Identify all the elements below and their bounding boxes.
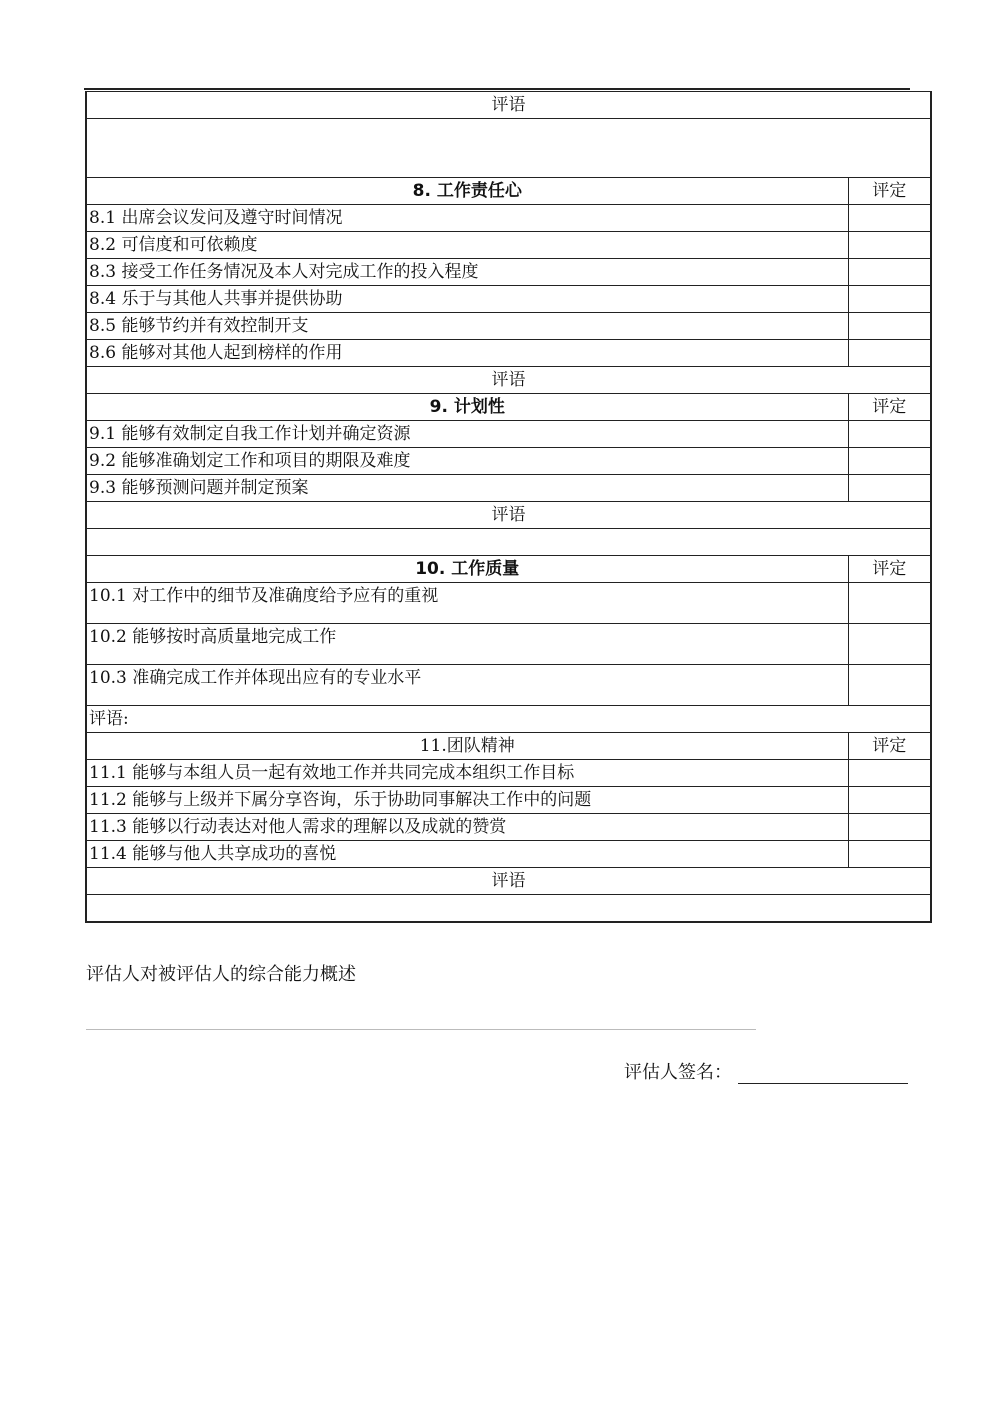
table-row	[86, 475, 931, 502]
table-row	[86, 760, 931, 787]
section-8-comment-row	[86, 367, 931, 394]
comment-header-row	[86, 92, 931, 119]
rating-label: 评定	[848, 733, 931, 760]
item-8-6: 8.6 能够对其他人起到榜样的作用	[86, 340, 848, 367]
rating-cell[interactable]	[848, 760, 931, 787]
signature-block	[624, 1058, 908, 1084]
item-8-2: 8.2 可信度和可依赖度	[86, 232, 848, 259]
summary-title: 评估人对被评估人的综合能力概述	[86, 964, 356, 985]
item-11-2: 11.2 能够与上级并下属分享咨询，乐于协助同事解决工作中的问题	[86, 787, 848, 814]
item-11-1: 11.1 能够与本组人员一起有效地工作并共同完成本组织工作目标	[86, 760, 848, 787]
item-9-3: 9.3 能够预测问题并制定预案	[86, 475, 848, 502]
section-9-comment-blank	[86, 529, 931, 556]
table-row	[86, 232, 931, 259]
rating-cell[interactable]	[848, 583, 931, 624]
table-row	[86, 624, 931, 665]
table-row	[86, 448, 931, 475]
item-10-2: 10.2 能够按时高质量地完成工作	[86, 624, 848, 665]
comment-label: 评语	[86, 92, 931, 119]
rating-cell[interactable]	[848, 624, 931, 665]
comment-label: 评语	[86, 502, 931, 529]
rating-cell[interactable]	[848, 475, 931, 502]
rating-cell[interactable]	[848, 340, 931, 367]
comment-label: 评语	[86, 868, 931, 895]
rating-cell[interactable]	[848, 259, 931, 286]
item-10-3: 10.3 准确完成工作并体现出应有的专业水平	[86, 665, 848, 706]
section-11-comment-row	[86, 868, 931, 895]
table-row	[86, 313, 931, 340]
comment-label-colon: 评语:	[86, 706, 931, 733]
rating-cell[interactable]	[848, 841, 931, 868]
signature-label: 评估人签名：	[624, 1062, 732, 1083]
rating-label: 评定	[848, 178, 931, 205]
item-9-1: 9.1 能够有效制定自我工作计划并确定资源	[86, 421, 848, 448]
rating-cell[interactable]	[848, 665, 931, 706]
table-row	[86, 665, 931, 706]
rating-cell[interactable]	[848, 286, 931, 313]
item-8-5: 8.5 能够节约并有效控制开支	[86, 313, 848, 340]
item-8-3: 8.3 接受工作任务情况及本人对完成工作的投入程度	[86, 259, 848, 286]
section-9-comment-row	[86, 502, 931, 529]
section-8-title: 8. 工作责任心	[86, 178, 848, 205]
section-10-comment-row	[86, 706, 931, 733]
comment-blank-row	[86, 119, 931, 178]
section-11-header	[86, 733, 931, 760]
rating-cell[interactable]	[848, 313, 931, 340]
section-9-title: 9. 计划性	[86, 394, 848, 421]
table-row	[86, 841, 931, 868]
table-row	[86, 583, 931, 624]
comment-label: 评语	[86, 367, 931, 394]
item-10-1: 10.1 对工作中的细节及准确度给予应有的重视	[86, 583, 848, 624]
table-row	[86, 340, 931, 367]
table-row	[86, 421, 931, 448]
rating-cell[interactable]	[848, 205, 931, 232]
table-row	[86, 205, 931, 232]
rating-cell[interactable]	[848, 232, 931, 259]
section-8-header	[86, 178, 931, 205]
evaluation-table	[85, 91, 932, 923]
section-11-comment-blank	[86, 895, 931, 923]
rating-cell[interactable]	[848, 421, 931, 448]
item-11-4: 11.4 能够与他人共享成功的喜悦	[86, 841, 848, 868]
section-9-header	[86, 394, 931, 421]
signature-field[interactable]	[738, 1061, 908, 1084]
table-row	[86, 286, 931, 313]
comment-field[interactable]	[86, 895, 931, 923]
comment-field[interactable]	[86, 119, 931, 178]
comment-field[interactable]	[86, 529, 931, 556]
rating-cell[interactable]	[848, 814, 931, 841]
table-row	[86, 787, 931, 814]
section-10-title: 10. 工作质量	[86, 556, 848, 583]
summary-line[interactable]	[86, 1029, 756, 1030]
top-rule	[84, 88, 910, 90]
table-row	[86, 259, 931, 286]
section-11-title: 11.团队精神	[86, 733, 848, 760]
item-8-4: 8.4 乐于与其他人共事并提供协助	[86, 286, 848, 313]
rating-label: 评定	[848, 556, 931, 583]
rating-cell[interactable]	[848, 787, 931, 814]
item-9-2: 9.2 能够准确划定工作和项目的期限及难度	[86, 448, 848, 475]
section-10-header	[86, 556, 931, 583]
rating-label: 评定	[848, 394, 931, 421]
item-8-1: 8.1 出席会议发问及遵守时间情况	[86, 205, 848, 232]
table-row	[86, 814, 931, 841]
rating-cell[interactable]	[848, 448, 931, 475]
item-11-3: 11.3 能够以行动表达对他人需求的理解以及成就的赞赏	[86, 814, 848, 841]
